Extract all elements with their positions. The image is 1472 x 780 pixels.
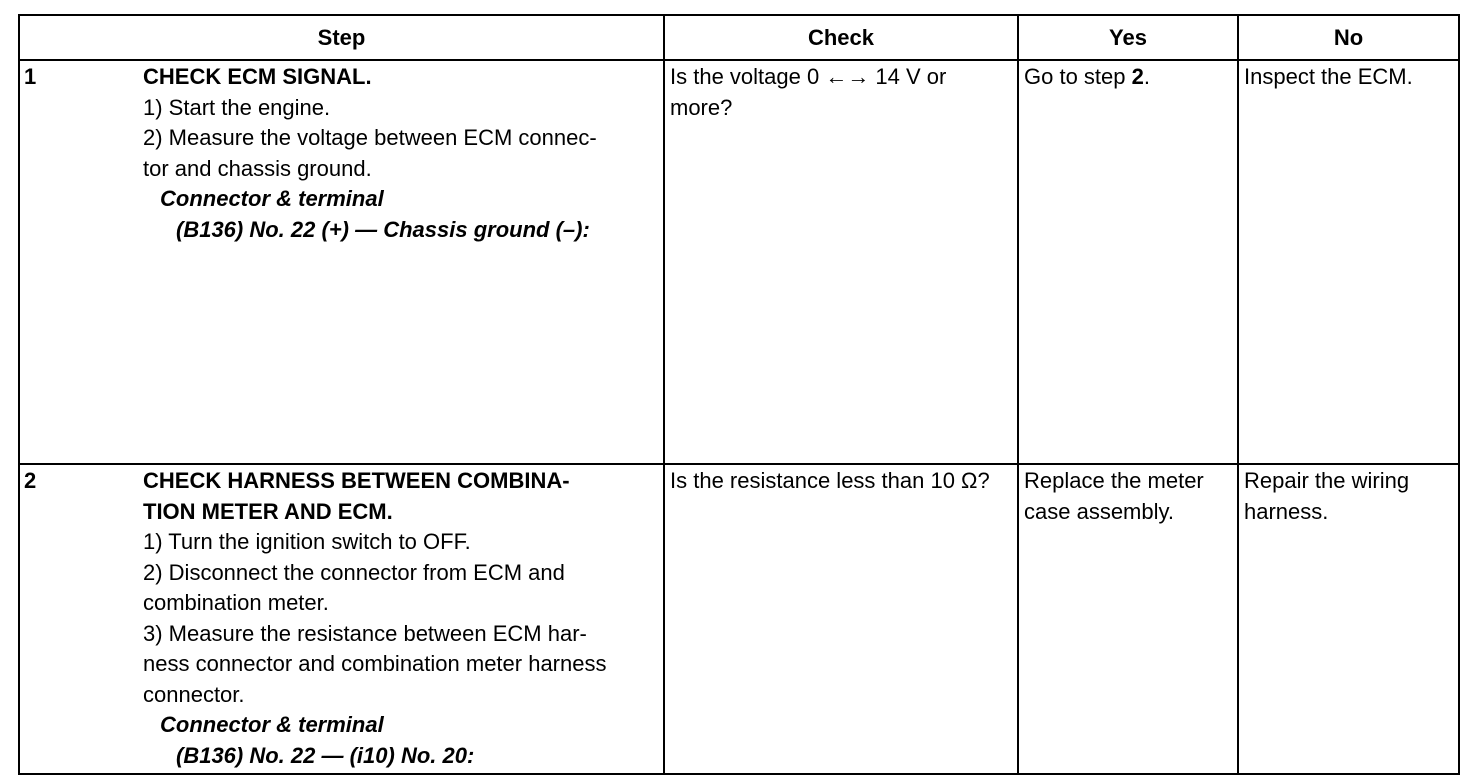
yes-step-link: 2 xyxy=(1131,64,1144,89)
header-row xyxy=(19,15,1459,60)
step-title-cont: TION METER AND ECM. xyxy=(143,498,393,524)
step-body xyxy=(143,465,663,771)
no-cell xyxy=(1238,464,1459,774)
table-row xyxy=(19,464,1459,774)
yes-text: Replace the meter case assembly. xyxy=(1024,468,1204,524)
connector-label: Connector & terminal xyxy=(160,712,384,737)
step-title: CHECK HARNESS BETWEEN COMBINA- xyxy=(143,468,570,493)
substep: combination meter. xyxy=(143,590,329,615)
step-cell xyxy=(19,464,664,774)
step-body xyxy=(143,61,663,245)
diagnostic-table xyxy=(18,14,1460,775)
step-number: 2 xyxy=(24,468,37,493)
header-check: Check xyxy=(664,15,1018,60)
header-step: Step xyxy=(19,15,664,60)
connector-spec: (B136) No. 22 (+) — Chassis ground (–): xyxy=(176,216,590,242)
no-cell xyxy=(1238,60,1459,464)
step-title: CHECK ECM SIGNAL. xyxy=(143,64,372,89)
substep: connector. xyxy=(143,681,245,707)
substep: 3) Measure the resistance between ECM har- xyxy=(143,620,587,646)
substep: ness connector and combination meter harness xyxy=(143,651,607,676)
check-cell xyxy=(664,60,1018,464)
connector-spec: (B136) No. 22 — (i10) No. 20: xyxy=(176,742,475,768)
header-no: No xyxy=(1238,15,1459,60)
substep: 1) Turn the ignition switch to OFF. xyxy=(143,529,471,554)
substep: 2) Measure the voltage between ECM connec- xyxy=(143,125,597,150)
check-cell xyxy=(664,464,1018,774)
diagnostic-procedure xyxy=(18,14,1458,770)
step-cell xyxy=(19,60,664,464)
table-row xyxy=(19,60,1459,464)
substep: tor and chassis ground. xyxy=(143,155,372,181)
yes-cell xyxy=(1018,60,1238,464)
yes-text: Go to step xyxy=(1024,64,1132,89)
check-text: Is the voltage 0 ←→ 14 V or more? xyxy=(670,64,947,120)
yes-text-suffix: . xyxy=(1143,64,1150,89)
connector-label: Connector & terminal xyxy=(160,186,384,211)
no-text: Inspect the ECM. xyxy=(1244,64,1413,89)
header-yes: Yes xyxy=(1018,15,1238,60)
yes-cell xyxy=(1018,464,1238,774)
no-text: Repair the wiring harness. xyxy=(1244,468,1410,524)
step-number: 1 xyxy=(24,64,37,89)
check-text: Is the resistance less than 10 Ω? xyxy=(670,468,990,493)
substep: 1) Start the engine. xyxy=(143,94,331,120)
substep: 2) Disconnect the connector from ECM and xyxy=(143,559,565,585)
